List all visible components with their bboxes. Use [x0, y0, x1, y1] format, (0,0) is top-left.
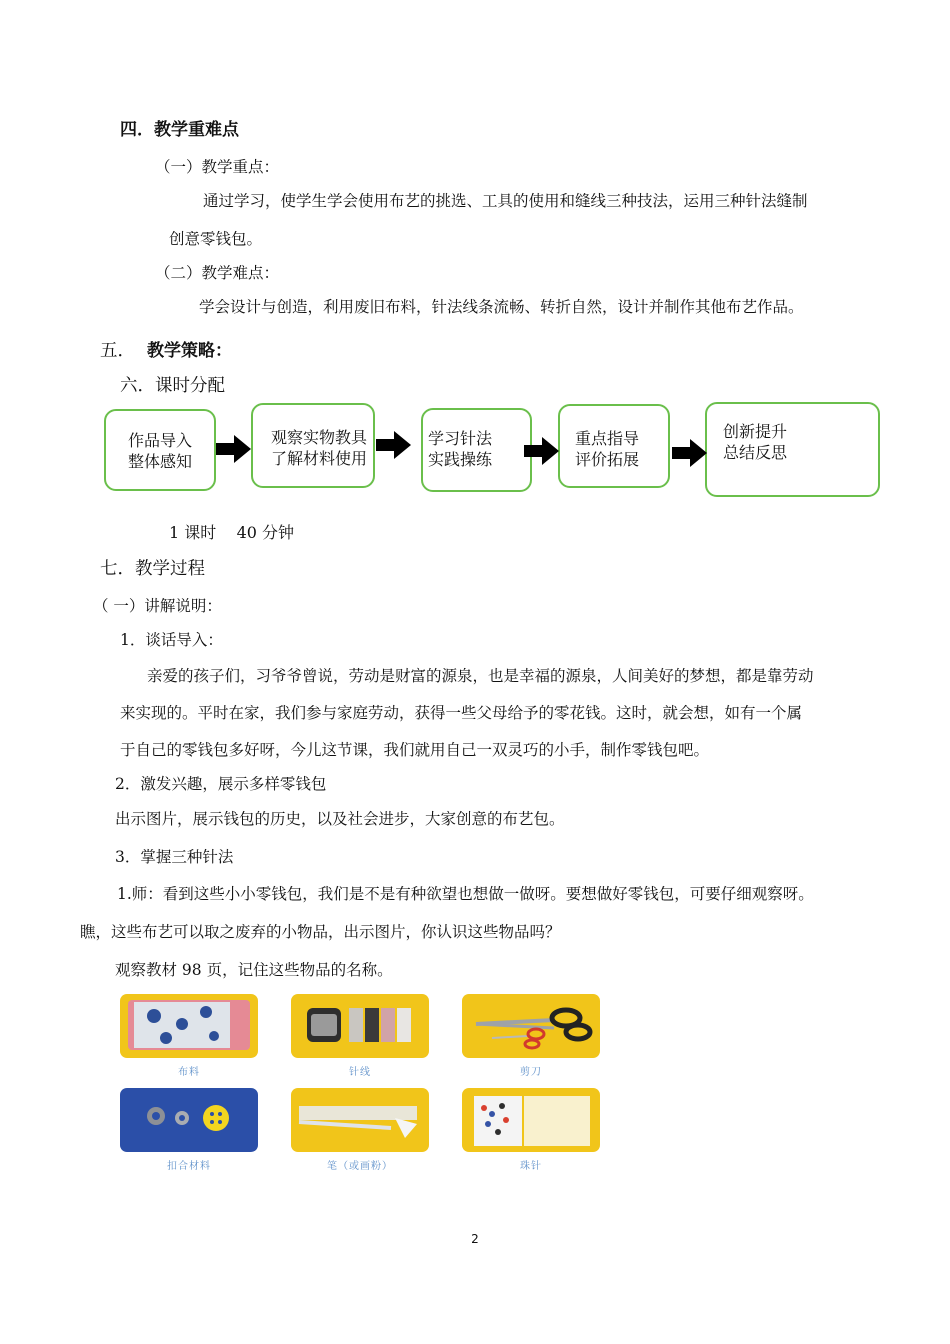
- material-caption-scissors: 剪刀: [520, 1067, 542, 1078]
- item3-paragraph-line3: 观察教材 98 页，记住这些物品的名称。: [115, 961, 393, 979]
- section4-heading: 四．教学重难点: [120, 120, 239, 140]
- scissors-icon: [462, 994, 600, 1058]
- item3-paragraph-line1: 1.师：看到这些小小零钱包，我们是不是有种欲望也想做一做呀。要想做好零钱包，可要仔细观察呀。: [117, 885, 814, 903]
- flow-step-2-line2: 了解材料使用: [271, 449, 368, 468]
- flow-step-5-line1: 创新提升: [723, 422, 788, 441]
- item2-text: 出示图片，展示钱包的历史，以及社会进步，大家创意的布艺包。: [115, 810, 565, 828]
- material-caption-needle-thread: 针线: [349, 1067, 371, 1078]
- page-number: 2: [471, 1232, 479, 1246]
- pins-icon: [462, 1088, 600, 1152]
- flow-step-1: [104, 409, 216, 491]
- item3-label: 3．掌握三种针法: [115, 848, 234, 866]
- item1-paragraph-line2: 来实现的。平时在家，我们参与家庭劳动，获得一些父母给予的零花钱。这时，就会想，如有一个属: [120, 704, 803, 722]
- flow-step-3-line2: 实践操练: [428, 450, 493, 469]
- item2-label: 2．激发兴趣，展示多样零钱包: [115, 775, 327, 793]
- subsection-explanation: （ 一）讲解说明：: [93, 597, 222, 615]
- flow-step-4-line1: 重点指导: [575, 429, 640, 448]
- buttons-icon: [120, 1088, 258, 1152]
- item1-paragraph-line3: 于自己的零钱包多好呀，今儿这节课，我们就用自己一双灵巧的小手，制作零钱包吧。: [120, 741, 710, 759]
- fabric-icon: [120, 994, 258, 1058]
- flow-step-3-line1: 学习针法: [428, 429, 493, 448]
- ruler-pen-icon: [291, 1088, 429, 1152]
- flow-step-5: [705, 402, 880, 497]
- flow-step-4-line2: 评价拓展: [575, 450, 640, 469]
- key-point-line1: 通过学习，使学生学会使用布艺的挑选、工具的使用和缝线三种技法，运用三种针法缝制: [203, 192, 808, 210]
- flow-arrow-3: [524, 437, 560, 465]
- needle-thread-icon: [291, 994, 429, 1058]
- section5-number: 五．: [100, 341, 135, 361]
- key-point-label: （一）教学重点：: [155, 158, 280, 176]
- flow-arrow-1: [216, 435, 252, 463]
- key-point-line2: 创意零钱包。: [169, 230, 263, 248]
- flow-step-2-line1: 观察实物教具: [271, 428, 368, 447]
- material-caption-fabric: 布料: [178, 1067, 200, 1078]
- flow-arrow-4: [672, 439, 708, 467]
- flow-step-3: [421, 408, 532, 492]
- item3-paragraph-line2: 瞧，这些布艺可以取之废弃的小物品，出示图片，你认识这些物品吗？: [80, 923, 561, 941]
- flow-step-4: [558, 404, 670, 488]
- duration: 1 课时 40 分钟: [169, 523, 295, 542]
- flow-step-1-line1: 作品导入: [128, 431, 193, 450]
- item1-paragraph-line1: 亲爱的孩子们，习爷爷曾说，劳动是财富的源泉，也是幸福的源泉，人间美好的梦想，都是靠劳动: [147, 667, 814, 685]
- flow-step-2: [251, 403, 375, 488]
- section6-heading: 六．课时分配: [120, 376, 225, 396]
- section7-heading: 七．教学过程: [100, 559, 205, 579]
- material-caption-pins: 珠针: [520, 1161, 542, 1172]
- difficulty-line: 学会设计与创造，利用废旧布料，针法线条流畅、转折自然，设计并制作其他布艺作品。: [199, 298, 804, 316]
- item1-label: 1．谈话导入：: [120, 631, 223, 649]
- flow-step-1-line2: 整体感知: [128, 452, 193, 471]
- flow-arrow-2: [376, 431, 412, 459]
- flow-step-5-line2: 总结反思: [723, 443, 788, 462]
- difficulty-label: （二）教学难点：: [155, 264, 280, 282]
- material-caption-buttons: 扣合材料: [167, 1161, 211, 1172]
- section5-title: 教学策略：: [147, 341, 232, 361]
- material-caption-ruler-pen: 笔（或画粉）: [327, 1161, 393, 1172]
